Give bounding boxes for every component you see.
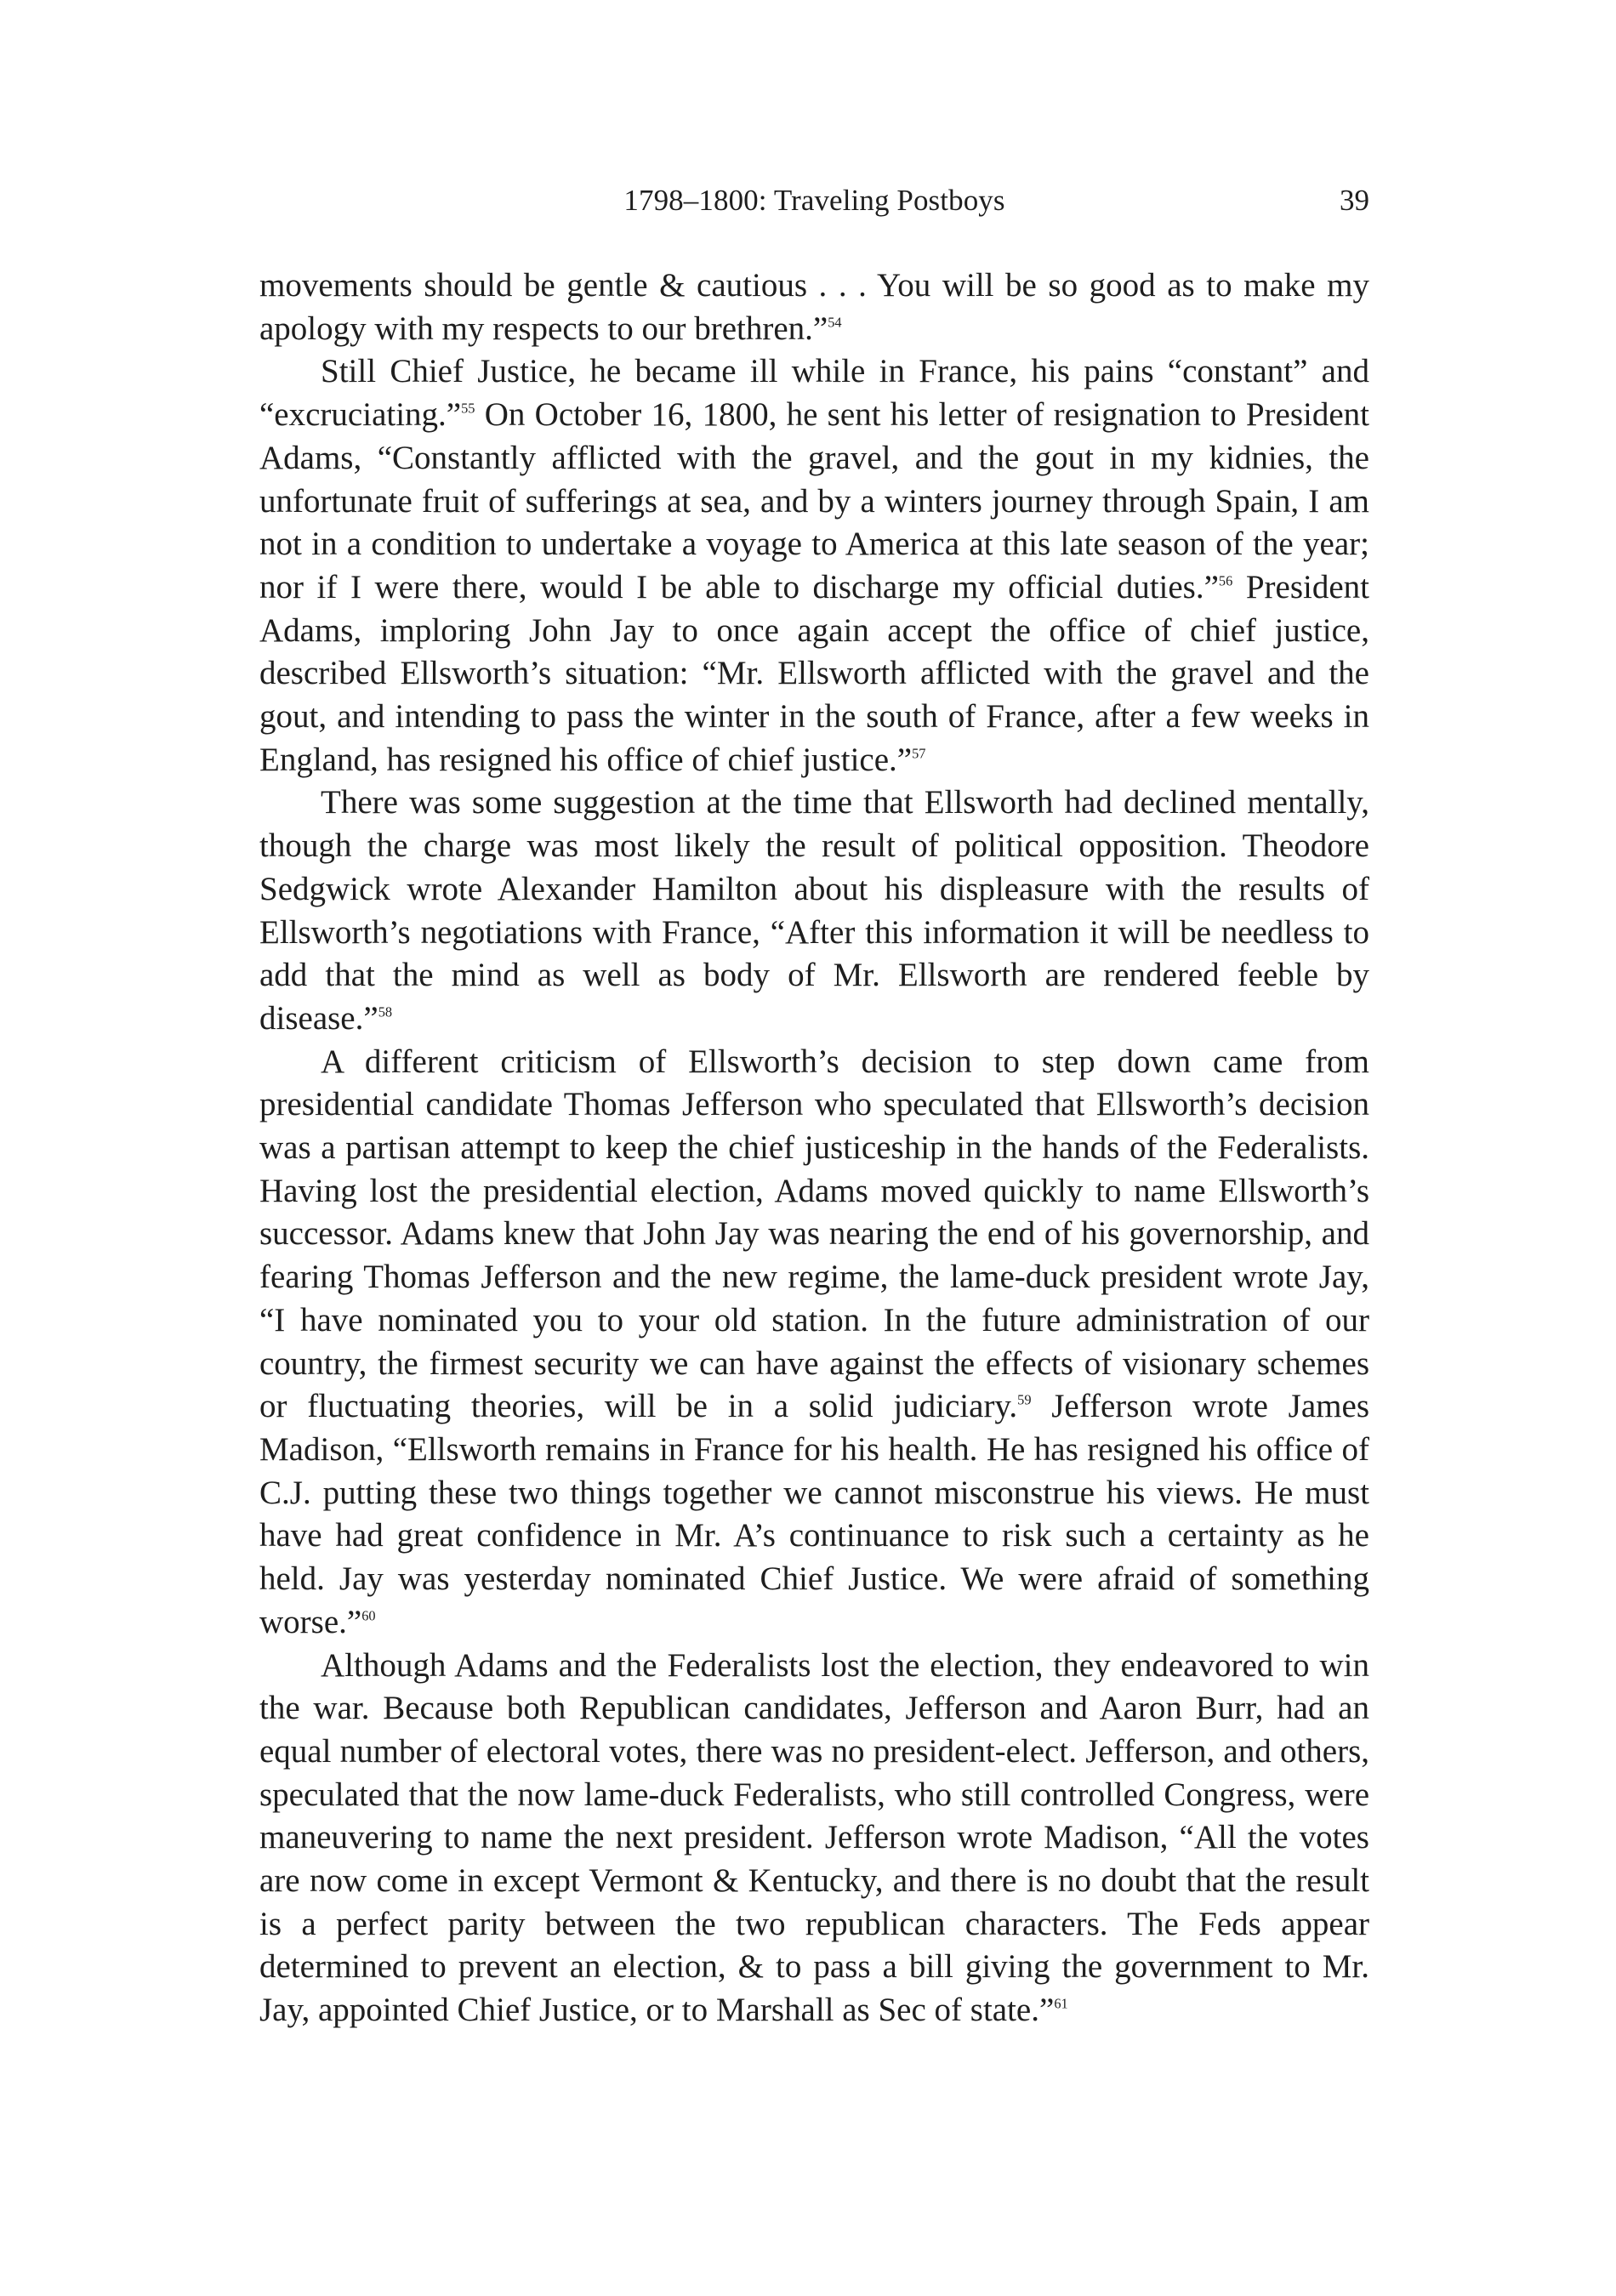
- paragraph: [259, 1645, 1369, 2032]
- paragraph: [259, 781, 1369, 1040]
- running-head: [259, 180, 1369, 221]
- footnote-ref: 55: [461, 400, 475, 417]
- footnote-ref: 61: [1054, 1995, 1068, 2012]
- paragraph-text: movements should be gentle & cautious . . . You will be so good as to make my apology with my respects to our brethren.”: [259, 267, 1369, 347]
- paragraph-text: Still Chief Justice, he became ill while in France, his pains “constant” and “excruciating.”: [259, 353, 1369, 434]
- paragraph: [259, 1041, 1369, 1645]
- paragraph-text: A different criticism of Ellsworth’s decision to step down came from presidential candidate Thomas Jefferson who speculated that Ellsworth’s decision was a partisan attempt to keep the chief justiceship in the hands of the Federalists. Having lost the presidential election, Adams moved quickly to name Ellsworth’s successor. Adams knew that John Jay was nearing the end of his governorship, and fearing Thomas Jefferson and the new regime, the lame-duck president wrote Jay, “I have nominated you to your old station. In the future administration of our country, the firmest security we can have against the effects of visionary schemes or fluctuating theories, will be in a solid judiciary.: [259, 1043, 1369, 1425]
- paragraph-text: Although Adams and the Federalists lost the election, they endeavored to win the war. Because both Republican candidates, Jefferson and Aaron Burr, had an equal number of electoral votes, there was no president-elect. Jefferson, and others, speculated that the now lame-duck Federalists, who still controlled Congress, were maneuvering to name the next president. Jefferson wrote Madison, “All the votes are now come in except Vermont & Kentucky, and there is no doubt that the result is a perfect parity between the two republican characters. The Feds appear determined to prevent an election, & to pass a bill giving the government to Mr. Jay, appointed Chief Justice, or to Marshall as Sec of state.”: [259, 1646, 1369, 2029]
- paragraph: [259, 264, 1369, 350]
- paragraph-text: There was some suggestion at the time that Ellsworth had declined mentally, though the charge was most likely the result of political opposition. Theodore Sedgwick wrote Alexander Hamilton about his displeasure with the results of Ellsworth’s negotiations with France, “After this information it will be needless to add that the mind as well as body of Mr. Ellsworth are rendered feeble by disease.”: [259, 784, 1369, 1037]
- paragraph-text: Jefferson wrote James Madison, “Ellsworth remains in France for his health. He has resigned his office of C.J. putting these two things together we cannot misconstrue his views. He must have had great confidence in Mr. A’s continuance to risk such a certainty as he held. Jay was yesterday nominated Chief Justice. We were afraid of something worse.”: [259, 1388, 1369, 1640]
- footnote-ref: 58: [378, 1003, 393, 1020]
- footnote-ref: 59: [1017, 1391, 1032, 1408]
- body-text: [259, 264, 1369, 2032]
- running-title: 1798–1800: Traveling Postboys: [623, 184, 1005, 217]
- paragraph: [259, 350, 1369, 781]
- footnote-ref: 57: [912, 745, 926, 761]
- paragraph-text: On October 16, 1800, he sent his letter of resignation to President Adams, “Constantly afflicted with the gravel, and the gout in my kidnies, the unfortunate fruit of sufferings at sea, and by a winters journey through Spain, I am not in a condition to undertake a voyage to America at this late season of the year; nor if I were there, would I be able to discharge my official duties.”: [259, 396, 1369, 605]
- page-number: 39: [1340, 184, 1369, 217]
- footnote-ref: 60: [361, 1607, 376, 1624]
- footnote-ref: 56: [1218, 572, 1233, 589]
- footnote-ref: 54: [828, 313, 842, 330]
- paragraph-text: President Adams, imploring John Jay to once again accept the office of chief justice, described Ellsworth’s situation: “Mr. Ellsworth afflicted with the gravel and the gout, and intending to pass the winter in the south of France, after a few weeks in England, has resigned his office of chief justice.”: [259, 568, 1369, 778]
